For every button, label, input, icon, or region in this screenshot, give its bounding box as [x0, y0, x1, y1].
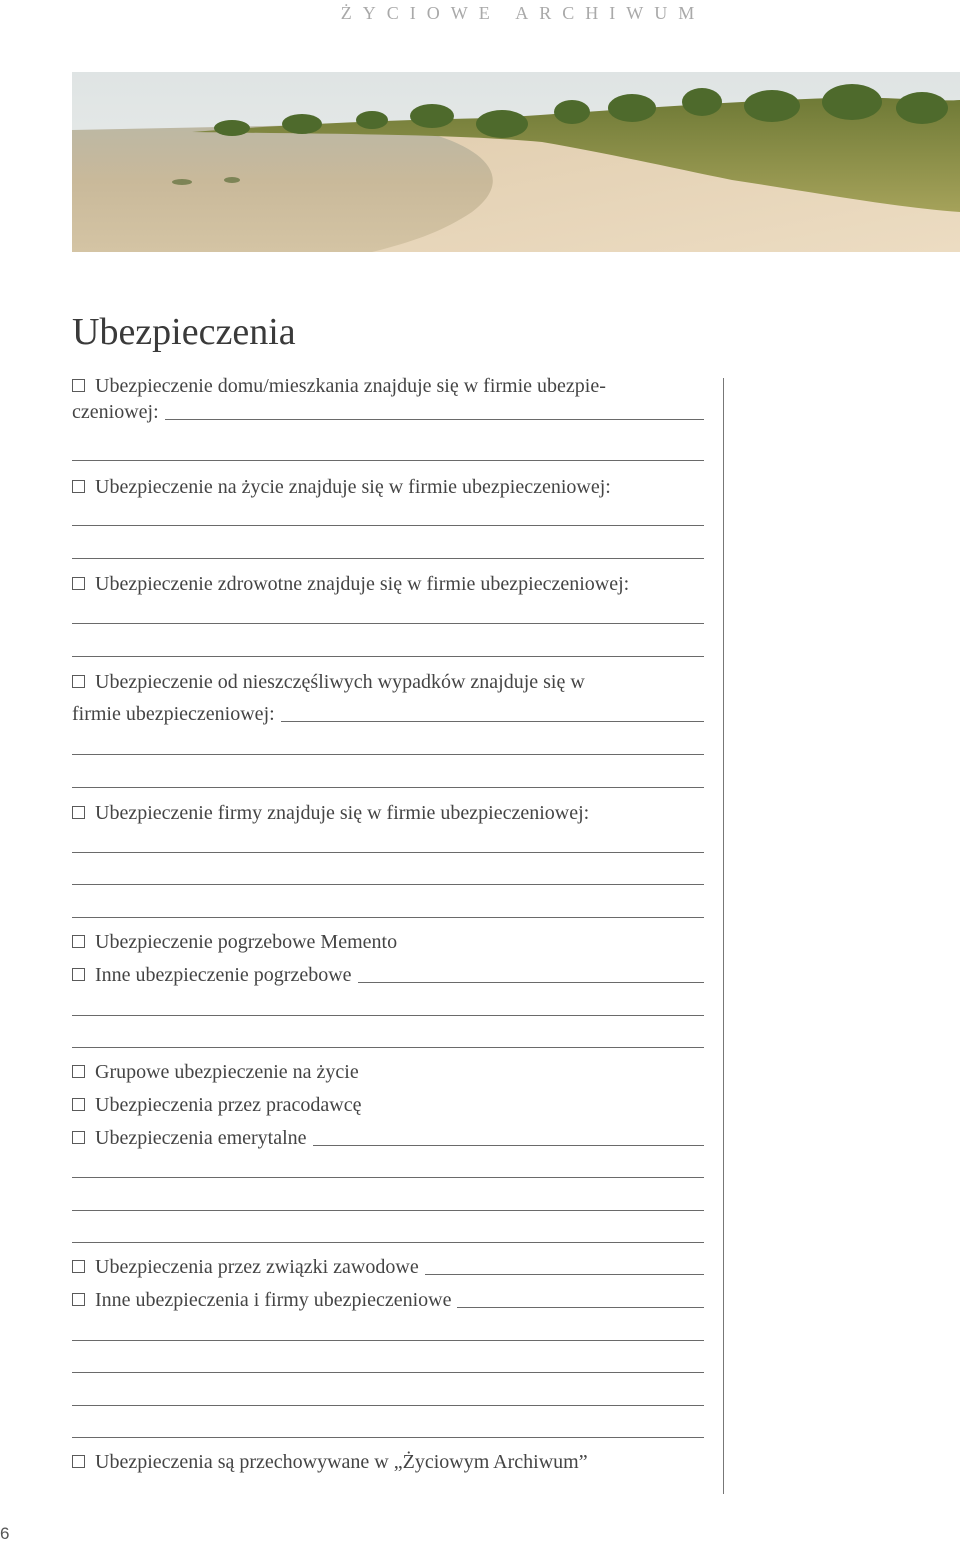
checkbox-pension-insurance[interactable]: [72, 1131, 85, 1144]
health-insurance-item: [72, 571, 704, 597]
group-life-label: Grupowe ubezpieczenie na życie: [95, 1061, 359, 1083]
answer-line[interactable]: [72, 1210, 704, 1211]
stored-in-archive-item: [72, 1449, 704, 1475]
union-insurance-answer-line[interactable]: [425, 1274, 704, 1275]
health-insurance-label: Ubezpieczenie zdrowotne znajduje się w firmie ubezpieczeniowej:: [95, 573, 630, 595]
checkbox-other-insurance[interactable]: [72, 1293, 85, 1306]
checkbox-home-insurance[interactable]: [72, 379, 85, 392]
answer-line[interactable]: [72, 558, 704, 559]
pension-insurance-label: Ubezpieczenia emerytalne: [95, 1127, 307, 1149]
other-insurance-item: [72, 1287, 704, 1313]
accident-insurance-item: [72, 669, 704, 727]
answer-line[interactable]: [72, 884, 704, 885]
answer-line[interactable]: [72, 852, 704, 853]
funeral-memento-label: Ubezpieczenie pogrzebowe Memento: [95, 931, 398, 953]
checkbox-other-funeral[interactable]: [72, 968, 85, 981]
home-insurance-label-line2: czeniowej:: [72, 401, 159, 423]
answer-line[interactable]: [72, 917, 704, 918]
home-insurance-label-line1: Ubezpieczenie domu/mieszkania znajduje się w firmie ubezpie-: [95, 375, 606, 397]
life-insurance-item: [72, 474, 704, 500]
answer-line[interactable]: [72, 1177, 704, 1178]
pension-insurance-item: [72, 1125, 704, 1151]
answer-line[interactable]: [72, 1405, 704, 1406]
answer-line[interactable]: [72, 1340, 704, 1341]
checkbox-group-life[interactable]: [72, 1065, 85, 1078]
answer-line[interactable]: [72, 1437, 704, 1438]
company-insurance-label: Ubezpieczenie firmy znajduje się w firmie ubezpieczeniowej:: [95, 802, 590, 824]
union-insurance-label: Ubezpieczenia przez związki zawodowe: [95, 1256, 419, 1278]
other-funeral-label: Inne ubezpieczenie pogrzebowe: [95, 964, 352, 986]
accident-insurance-answer-line[interactable]: [281, 721, 704, 722]
answer-line[interactable]: [72, 623, 704, 624]
pension-insurance-answer-line[interactable]: [313, 1145, 704, 1146]
life-insurance-label: Ubezpieczenie na życie znajduje się w firmie ubezpieczeniowej:: [95, 476, 611, 498]
other-insurance-answer-line[interactable]: [457, 1307, 704, 1308]
running-header: ŻYCIOWE ARCHIWUM: [340, 3, 706, 23]
answer-line[interactable]: [72, 787, 704, 788]
answer-line[interactable]: [72, 656, 704, 657]
employer-insurance-label: Ubezpieczenia przez pracodawcę: [95, 1094, 362, 1116]
stored-in-archive-label: Ubezpieczenia są przechowywane w „Życiowym Archiwum”: [95, 1451, 588, 1473]
checkbox-stored-in-archive[interactable]: [72, 1455, 85, 1468]
checkbox-health-insurance[interactable]: [72, 577, 85, 590]
group-life-item: [72, 1059, 704, 1085]
accident-insurance-label-line2: firmie ubezpieczeniowej:: [72, 703, 275, 725]
answer-line[interactable]: [72, 1047, 704, 1048]
page-title: Ubezpieczenia: [72, 311, 296, 353]
vertical-rule: [723, 378, 724, 1494]
checkbox-life-insurance[interactable]: [72, 480, 85, 493]
accident-insurance-label-line1: Ubezpieczenie od nieszczęśliwych wypadków znajduje się w: [95, 671, 585, 693]
insurance-form: [72, 0, 704, 1544]
company-insurance-item: [72, 800, 704, 826]
answer-line[interactable]: [72, 525, 704, 526]
checkbox-accident-insurance[interactable]: [72, 675, 85, 688]
answer-line[interactable]: [72, 1242, 704, 1243]
other-funeral-item: [72, 962, 704, 988]
other-funeral-answer-line[interactable]: [358, 982, 704, 983]
employer-insurance-item: [72, 1092, 704, 1118]
answer-line[interactable]: [72, 1015, 704, 1016]
home-insurance-answer-line[interactable]: [165, 419, 704, 420]
checkbox-company-insurance[interactable]: [72, 806, 85, 819]
funeral-memento-item: [72, 929, 704, 955]
answer-line[interactable]: [72, 460, 704, 461]
checkbox-funeral-memento[interactable]: [72, 935, 85, 948]
checkbox-union-insurance[interactable]: [72, 1260, 85, 1273]
answer-line[interactable]: [72, 1372, 704, 1373]
page-number: 6: [0, 1524, 10, 1543]
checkbox-employer-insurance[interactable]: [72, 1098, 85, 1111]
answer-line[interactable]: [72, 754, 704, 755]
home-insurance-item: [72, 373, 704, 425]
other-insurance-label: Inne ubezpieczenia i firmy ubezpieczeniowe: [95, 1289, 452, 1311]
union-insurance-item: [72, 1254, 704, 1280]
